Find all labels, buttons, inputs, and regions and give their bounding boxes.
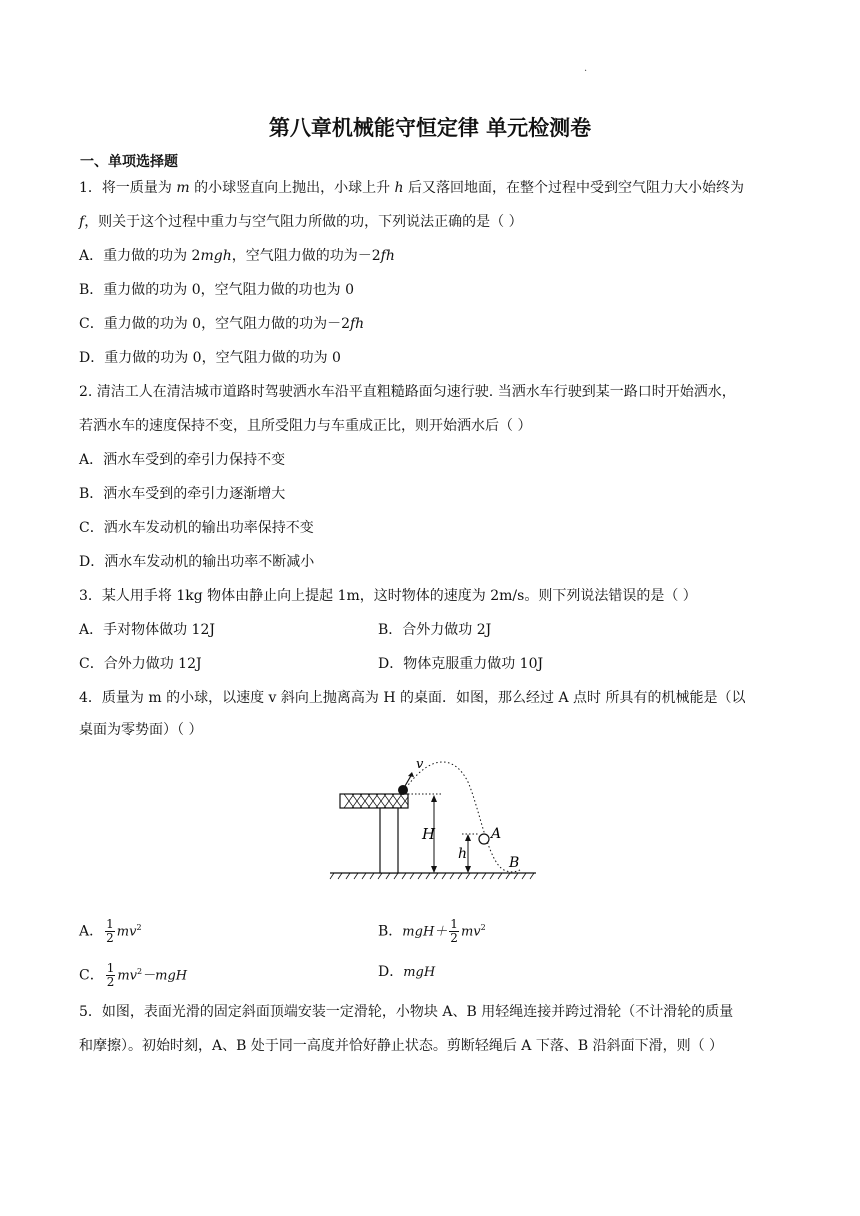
math-term: mv bbox=[460, 924, 481, 940]
q1-var-f: f bbox=[79, 214, 85, 230]
q2-option-b: B．洒水车受到的牵引力逐渐增大 bbox=[79, 486, 286, 502]
option-label: B． bbox=[378, 923, 403, 940]
q1-text: 的小球竖直向上抛出，小球上升 bbox=[189, 180, 395, 196]
fraction-denominator: 2 bbox=[106, 975, 115, 990]
math-term: －mgH bbox=[142, 968, 188, 984]
q1-option-b: B．重力做的功为 0，空气阻力做的功也为 0 bbox=[79, 282, 355, 298]
q2-option-c: C．洒水车发动机的输出功率保持不变 bbox=[79, 520, 314, 536]
option-label: C． bbox=[79, 967, 104, 984]
velocity-arrowhead bbox=[408, 772, 414, 777]
q3-line-1: 3．某人用手将 1kg 物体由静止向上提起 1m，这时物体的速度为 2m/s。则下列说法错误的是（ ） bbox=[79, 588, 697, 604]
height-h-arrow-top bbox=[465, 834, 471, 841]
math-term: mv bbox=[116, 924, 137, 940]
q1-text: 1．将一质量为 bbox=[79, 180, 177, 196]
ground-hatch bbox=[330, 873, 534, 879]
height-h-arrow-bottom bbox=[465, 866, 471, 873]
height-H-arrow-bottom bbox=[431, 866, 437, 873]
table-leg bbox=[380, 808, 398, 873]
fraction bbox=[105, 918, 115, 945]
header-mark: · bbox=[584, 66, 588, 77]
q3-option-a: A．手对物体做功 12J bbox=[79, 622, 215, 638]
option-text: A．重力做的功为 2 bbox=[79, 248, 201, 264]
exponent: 2 bbox=[480, 923, 486, 932]
page-title: 第八章机械能守恒定律 单元检测卷 bbox=[268, 116, 592, 140]
q2-option-d: D．洒水车发动机的输出功率不断减小 bbox=[79, 554, 315, 570]
q1-option-c bbox=[79, 314, 364, 334]
math-term: mv bbox=[117, 968, 138, 984]
q5-line-1: 5．如图，表面光滑的固定斜面顶端安装一定滑轮，小物块 A、B 用轻绳连接并跨过滑轮（不计滑轮的质量 bbox=[79, 1004, 734, 1020]
height-H-label: H bbox=[422, 825, 436, 843]
option-text: ，空气阻力做的功为－2 bbox=[231, 248, 381, 264]
q4-line-1: 4．质量为 m 的小球，以速度 v 斜向上抛离高为 H 的桌面．如图，那么经过 A 点时 所具有的机械能是（以 bbox=[79, 690, 746, 706]
q4-option-d bbox=[378, 958, 435, 987]
option-var: fh bbox=[349, 316, 365, 332]
q1-text: ，则关于这个过程中重力与空气阻力所做的功，下列说法正确的是（ ） bbox=[84, 214, 523, 230]
q1-var-h: h bbox=[394, 180, 404, 196]
height-H-arrow-top bbox=[431, 795, 437, 802]
q1-option-a bbox=[79, 246, 395, 266]
section-heading: 一、单项选择题 bbox=[80, 154, 178, 170]
q3-option-d: D．物体克服重力做功 10J bbox=[378, 656, 544, 672]
projectile-figure bbox=[328, 752, 538, 884]
q1-var-m: m bbox=[176, 180, 190, 196]
q1-option-d: D．重力做的功为 0，空气阻力做的功为 0 bbox=[79, 350, 341, 366]
q4-option-c bbox=[79, 958, 187, 991]
q5-line-2: 和摩擦）。初始时刻，A、B 处于同一高度并恰好静止状态。剪断轻绳后 A 下落、B 沿斜面下滑，则（ ） bbox=[79, 1038, 724, 1054]
fraction-numerator: 1 bbox=[106, 917, 114, 932]
math-term: mgH＋ bbox=[402, 924, 448, 940]
q2-line-1: 2. 清洁工人在清洁城市道路时驾驶洒水车沿平直粗糙路面匀速行驶. 当洒水车行驶到某一路口时开始洒水， bbox=[79, 384, 736, 400]
fraction bbox=[449, 918, 459, 945]
q1-text: 后又落回地面，在整个过程中受到空气阻力大小始终为 bbox=[403, 180, 745, 196]
exponent: 2 bbox=[136, 923, 142, 932]
ball-point-A bbox=[479, 834, 489, 844]
q4-option-b bbox=[378, 914, 486, 947]
exponent: 2 bbox=[137, 967, 143, 976]
q4-line-2: 桌面为零势面）（ ） bbox=[79, 722, 203, 738]
point-B-label: B bbox=[509, 855, 520, 871]
fraction-numerator: 1 bbox=[450, 917, 458, 932]
fraction bbox=[106, 962, 116, 989]
table-top bbox=[340, 794, 408, 808]
option-var: fh bbox=[380, 248, 395, 264]
q3-option-b: B．合外力做功 2J bbox=[378, 622, 492, 638]
option-label: D． bbox=[378, 964, 404, 980]
option-text: C．重力做的功为 0，空气阻力做的功为－2 bbox=[79, 316, 350, 332]
q2-line-2: 若洒水车的速度保持不变，且所受阻力与车重成正比，则开始洒水后（ ） bbox=[79, 418, 532, 434]
q2-option-a: A．洒水车受到的牵引力保持不变 bbox=[79, 452, 286, 468]
option-label: A． bbox=[79, 923, 104, 940]
option-var: mgh bbox=[200, 248, 232, 264]
q3-option-c: C．合外力做功 12J bbox=[79, 656, 202, 672]
q1-line-2 bbox=[79, 212, 523, 232]
velocity-label: v bbox=[416, 757, 424, 772]
point-A-label: A bbox=[491, 826, 502, 842]
math-term: mgH bbox=[403, 965, 436, 980]
q4-option-a bbox=[79, 914, 142, 947]
fraction-denominator: 2 bbox=[106, 931, 114, 946]
height-h-label: h bbox=[458, 846, 468, 862]
q1-line-1 bbox=[79, 178, 744, 198]
fraction-numerator: 1 bbox=[106, 961, 115, 976]
fraction-denominator: 2 bbox=[450, 931, 458, 946]
